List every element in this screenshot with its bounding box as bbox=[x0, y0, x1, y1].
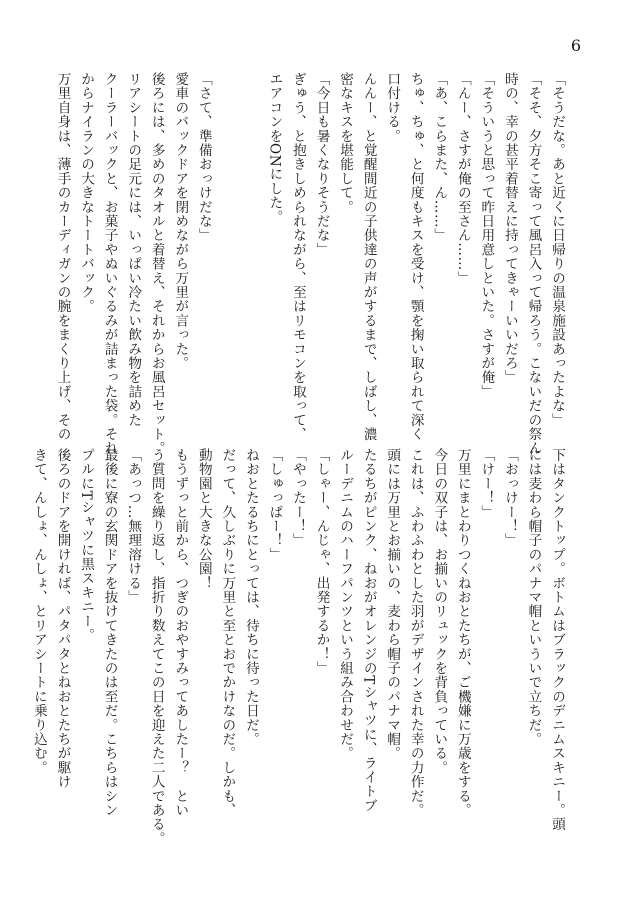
text-line: リアシートの足元には、いっぱい冷たい飲み物を詰めた bbox=[125, 72, 142, 427]
text-line: 「おっけー！」 bbox=[501, 448, 518, 548]
text-line: もうずっと前から、つぎのおやすみってあしたー？ とい bbox=[172, 448, 189, 818]
text-line: プルにTシャツに黒スキニー。 bbox=[78, 448, 95, 643]
text-line bbox=[238, 72, 262, 432]
text-block-bottom bbox=[26, 448, 568, 846]
text-line: 「そうだな。あと近くに日帰りの温泉施設あったよな」 bbox=[549, 72, 565, 427]
text-line: 「あ、こらまた、ん……」 bbox=[431, 72, 448, 243]
text-line: 口付ける。 bbox=[384, 72, 401, 143]
text-line: 「そういうと思って昨日用意しといた。さすが俺」 bbox=[478, 72, 495, 399]
text-line: 「けー！」 bbox=[478, 448, 495, 519]
text-line: たるちがピンク、ねおがオレンジのTシャツに、ライトブ bbox=[360, 448, 377, 813]
text-line: 万里にまとわりつくねおとたちが、ご機嫌に万歳をする。 bbox=[454, 448, 471, 818]
text-line: 時の、幸の甚平着替えに持ってきゃーいいだろ」 bbox=[501, 72, 518, 385]
text-line: からナイランの大きなトートバック。 bbox=[78, 72, 95, 314]
text-line bbox=[215, 72, 239, 432]
text-line: ちゅ、ちゅ、と何度もキスを受け、顎を掬い取られて深く bbox=[407, 72, 424, 442]
text-line: きて、んしょ、んしょ、とリアシートに乗り込む。 bbox=[30, 448, 47, 775]
text-line: 「あっつ…無理溶ける」 bbox=[125, 448, 142, 605]
text-line: 密なキスを堪能して。 bbox=[337, 72, 354, 214]
text-line: これは、ふわふわとした羽がデザインされた幸の力作だ。 bbox=[407, 448, 424, 818]
text-line: 「そそ、夕方そこ寄って風呂入って帰ろう。こないだの祭ん bbox=[525, 72, 542, 456]
text-line: だって、久しぶりに万里と至とおでかけなのだ。しかも、 bbox=[219, 448, 236, 818]
text-line: 「さて、準備おっけだな」 bbox=[195, 72, 212, 243]
text-line: エアコンをONにした。 bbox=[266, 72, 283, 225]
text-line: ぎゅう、と抱きしめられながら、至はリモコンを取って、 bbox=[289, 72, 306, 442]
text-line: 「今日も暑くなりそうだな」 bbox=[313, 72, 330, 257]
text-line: 最後に寮の玄関ドアを抜けてきたのは至だ。こちらはシン bbox=[101, 448, 118, 818]
text-line: 下はタンクトップ。ボトムはブラックのデニムスキニー。頭 bbox=[549, 448, 565, 832]
text-line: ルーデニムのハーフパンツという組み合わせだ。 bbox=[337, 448, 354, 761]
text-line: 後ろには、多めのタオルと着替え、それからお風呂セット。 bbox=[148, 72, 165, 456]
text-line: 頭には万里とお揃いの、麦わら帽子のパナマ帽。 bbox=[384, 448, 401, 761]
text-line: には麦わら帽子のパナマ帽といういで立ちだ。 bbox=[525, 448, 542, 747]
text-line: 万里自身は、薄手のカーディガンの腕をまくり上げ、その bbox=[54, 72, 71, 442]
text-line: う質問を繰り返し、指折り数えてこの日を迎えた二人である。 bbox=[148, 448, 165, 846]
text-line: んんー、と覚醒間近の子供達の声がするまで、しばし、濃 bbox=[360, 72, 377, 442]
text-line: 愛車のバックドアを閉めながら万里が言った。 bbox=[172, 72, 189, 371]
text-line: 今日の双子は、お揃いのリュックを背負っている。 bbox=[431, 448, 448, 775]
page-number: 6 bbox=[570, 36, 581, 55]
text-line: 後ろのドアを開ければ、パタパタとねおとたちが駆け bbox=[54, 448, 71, 789]
text-line: 動物園と大きな公園！ bbox=[195, 448, 212, 590]
text-line: 「しゅっぱー！」 bbox=[266, 448, 283, 562]
text-line: 「んー、さすが俺の至さん……」 bbox=[454, 72, 471, 285]
text-line: 「しゃー、んじゃ、出発するか！」 bbox=[313, 448, 330, 676]
text-line: クーラーバックと、お菓子やぬいぐるみが詰まった袋。それ bbox=[101, 72, 118, 456]
text-line: ねおとたるちにとっては、待ちに待った日だ。 bbox=[242, 448, 259, 747]
text-block-top bbox=[50, 72, 568, 456]
text-line: 「やったー！」 bbox=[289, 448, 306, 548]
